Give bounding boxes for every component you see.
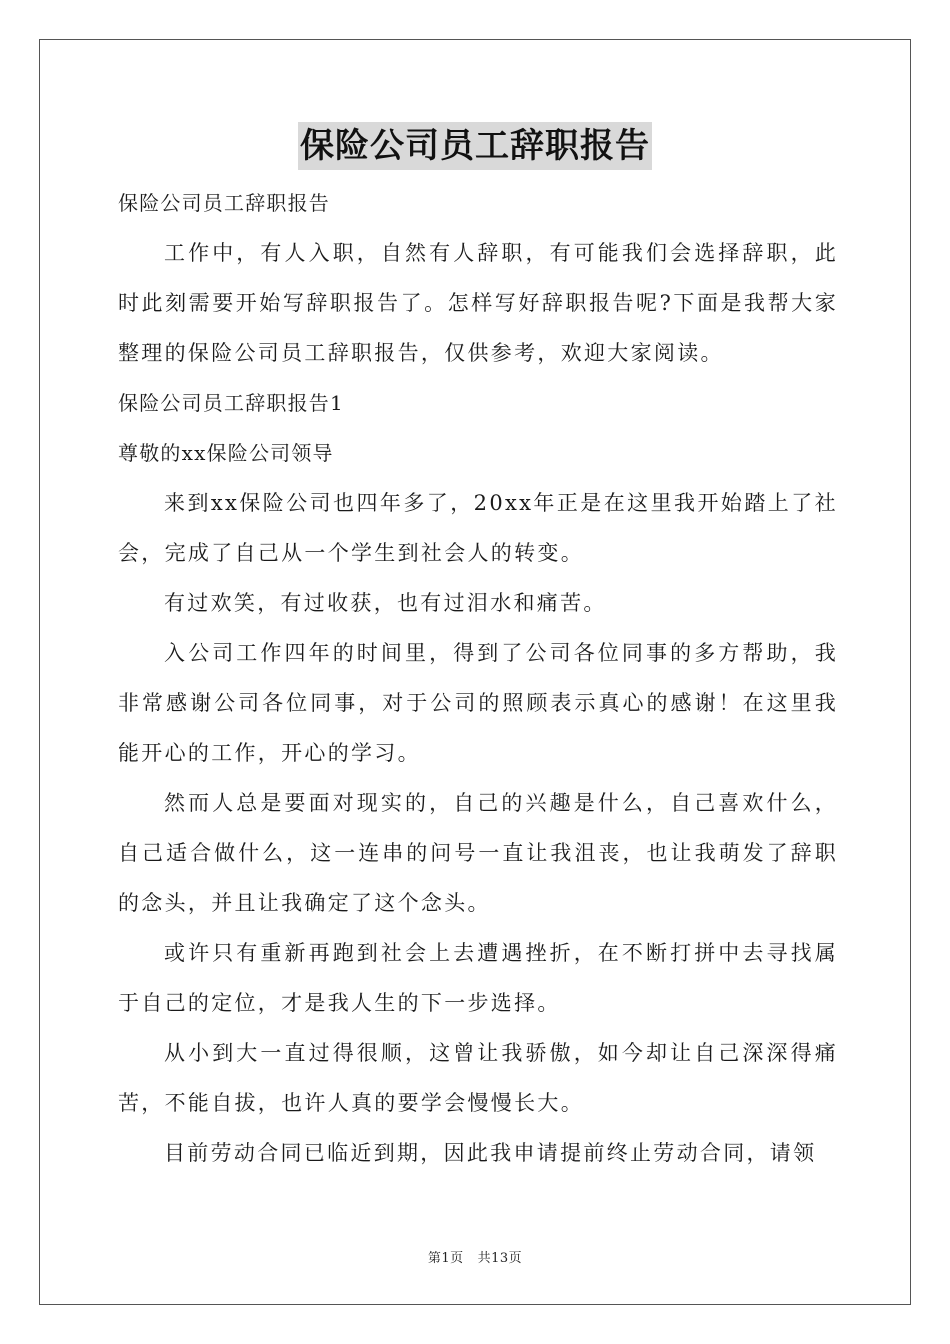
document-body [118,178,838,1178]
body-paragraph: 入公司工作四年的时间里，得到了公司各位同事的多方帮助，我非常感谢公司各位同事，对于公司的照顾表示真心的感谢！在这里我能开心的工作，开心的学习。 [118,641,838,765]
page-total: 共13页 [477,1251,523,1266]
document-title: 保险公司员工辞职报告 [298,122,652,170]
body-paragraph: 从小到大一直过得很顺，这曾让我骄傲，如今却让自己深深得痛苦，不能自拔，也许人真的要学会慢慢长大。 [118,1041,838,1115]
title-container [0,122,950,170]
body-paragraph: 然而人总是要面对现实的，自己的兴趣是什么，自己喜欢什么，自己适合做什么，这一连串的问号一直让我沮丧，也让我萌发了辞职的念头，并且让我确定了这个念头。 [118,791,838,915]
subtitle-paragraph: 保险公司员工辞职报告 [118,191,330,215]
intro-paragraph: 工作中，有人入职，自然有人辞职，有可能我们会选择辞职，此时此刻需要开始写辞职报告了。怎样写好辞职报告呢?下面是我帮大家整理的保险公司员工辞职报告，仅供参考，欢迎大家阅读。 [118,241,838,365]
page-footer [0,1247,950,1266]
section-heading: 保险公司员工辞职报告1 [118,391,344,415]
body-paragraph: 或许只有重新再跑到社会上去遭遇挫折，在不断打拼中去寻找属于自己的定位，才是我人生的下一步选择。 [118,941,838,1015]
salutation: 尊敬的xx保险公司领导 [118,441,334,465]
body-paragraph: 目前劳动合同已临近到期，因此我申请提前终止劳动合同，请领 [164,1141,817,1165]
body-paragraph: 有过欢笑，有过收获，也有过泪水和痛苦。 [164,591,607,615]
body-paragraph: 来到xx保险公司也四年多了，20xx年正是在这里我开始踏上了社会，完成了自己从一个学生到社会人的转变。 [118,491,838,565]
page-number: 第1页 [427,1251,464,1266]
